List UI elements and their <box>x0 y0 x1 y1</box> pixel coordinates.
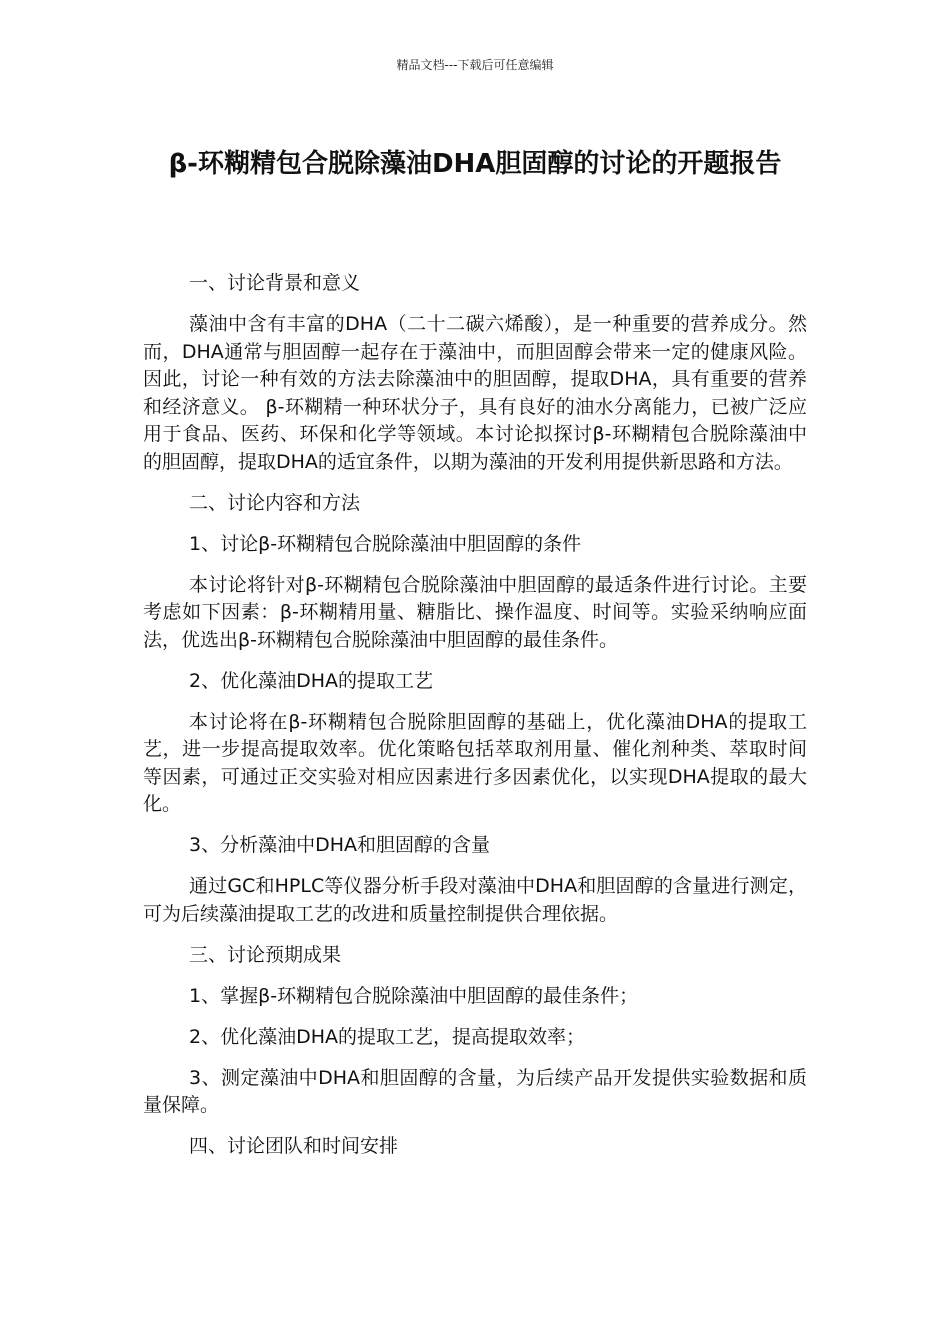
subheading-analysis: 3、分析藻油中DHA和胆固醇的含量 <box>189 834 491 856</box>
result-item-2: 2、优化藻油DHA的提取工艺，提高提取效率； <box>189 1025 586 1048</box>
section-heading-background: 一、讨论背景和意义 <box>189 272 361 294</box>
section-heading-team-schedule: 四、讨论团队和时间安排 <box>189 1135 399 1157</box>
result-item-3: 3、测定藻油中DHA和胆固醇的含量，为后续产品开发提供实验数据和质量保障。 <box>143 1066 807 1116</box>
result-item-1: 1、掌握β-环糊精包合脱除藻油中胆固醇的最佳条件； <box>189 984 639 1007</box>
paragraph-analysis: 通过GC和HPLC等仪器分析手段对藻油中DHA和胆固醇的含量进行测定，可为后续藻油提取工艺的改进和质量控制提供合理依据。 <box>143 875 807 925</box>
header-note: 精品文档---下载后可任意编辑 <box>396 58 554 72</box>
subheading-conditions: 1、讨论β-环糊精包合脱除藻油中胆固醇的条件 <box>189 532 582 555</box>
subheading-extraction: 2、优化藻油DHA的提取工艺 <box>189 669 434 692</box>
paragraph-extraction: 本讨论将在β-环糊精包合脱除胆固醇的基础上，优化藻油DHA的提取工艺，进一步提高提取效率。优化策略包括萃取剂用量、催化剂种类、萃取时间等因素，可通过正交实验对相应因素进行多因素优化，以实现DHA提取的最大化。 <box>143 710 807 815</box>
section-heading-expected-results: 三、讨论预期成果 <box>189 943 342 966</box>
paragraph-conditions: 本讨论将针对β-环糊精包合脱除藻油中胆固醇的最适条件进行讨论。主要考虑如下因素：β-环糊精用量、糖脂比、操作温度、时间等。实验采纳响应面法，优选出β-环糊精包合脱除藻油中胆固醇的最佳条件。 <box>143 573 807 651</box>
paragraph-background: 藻油中含有丰富的DHA（二十二碳六烯酸），是一种重要的营养成分。然而，DHA通常与胆固醇一起存在于藻油中，而胆固醇会带来一定的健康风险。因此，讨论一种有效的方法去除藻油中的胆固醇，提取DHA，具有重要的营养和经济意义。 β-环糊精一种环状分子，具有良好的油水分离能力，已被广泛应用于食品、医药、环保和化学等领域。本讨论拟探讨β-环糊精包合脱除藻油中的胆固醇，提取DHA的适宜条件，以期为藻油的开发利用提供新思路和方法。 <box>143 313 807 473</box>
section-heading-content-methods: 二、讨论内容和方法 <box>189 491 361 514</box>
document-body <box>143 270 807 1174</box>
document-title: β-环糊精包合脱除藻油DHA胆固醇的讨论的开题报告 <box>168 149 782 179</box>
